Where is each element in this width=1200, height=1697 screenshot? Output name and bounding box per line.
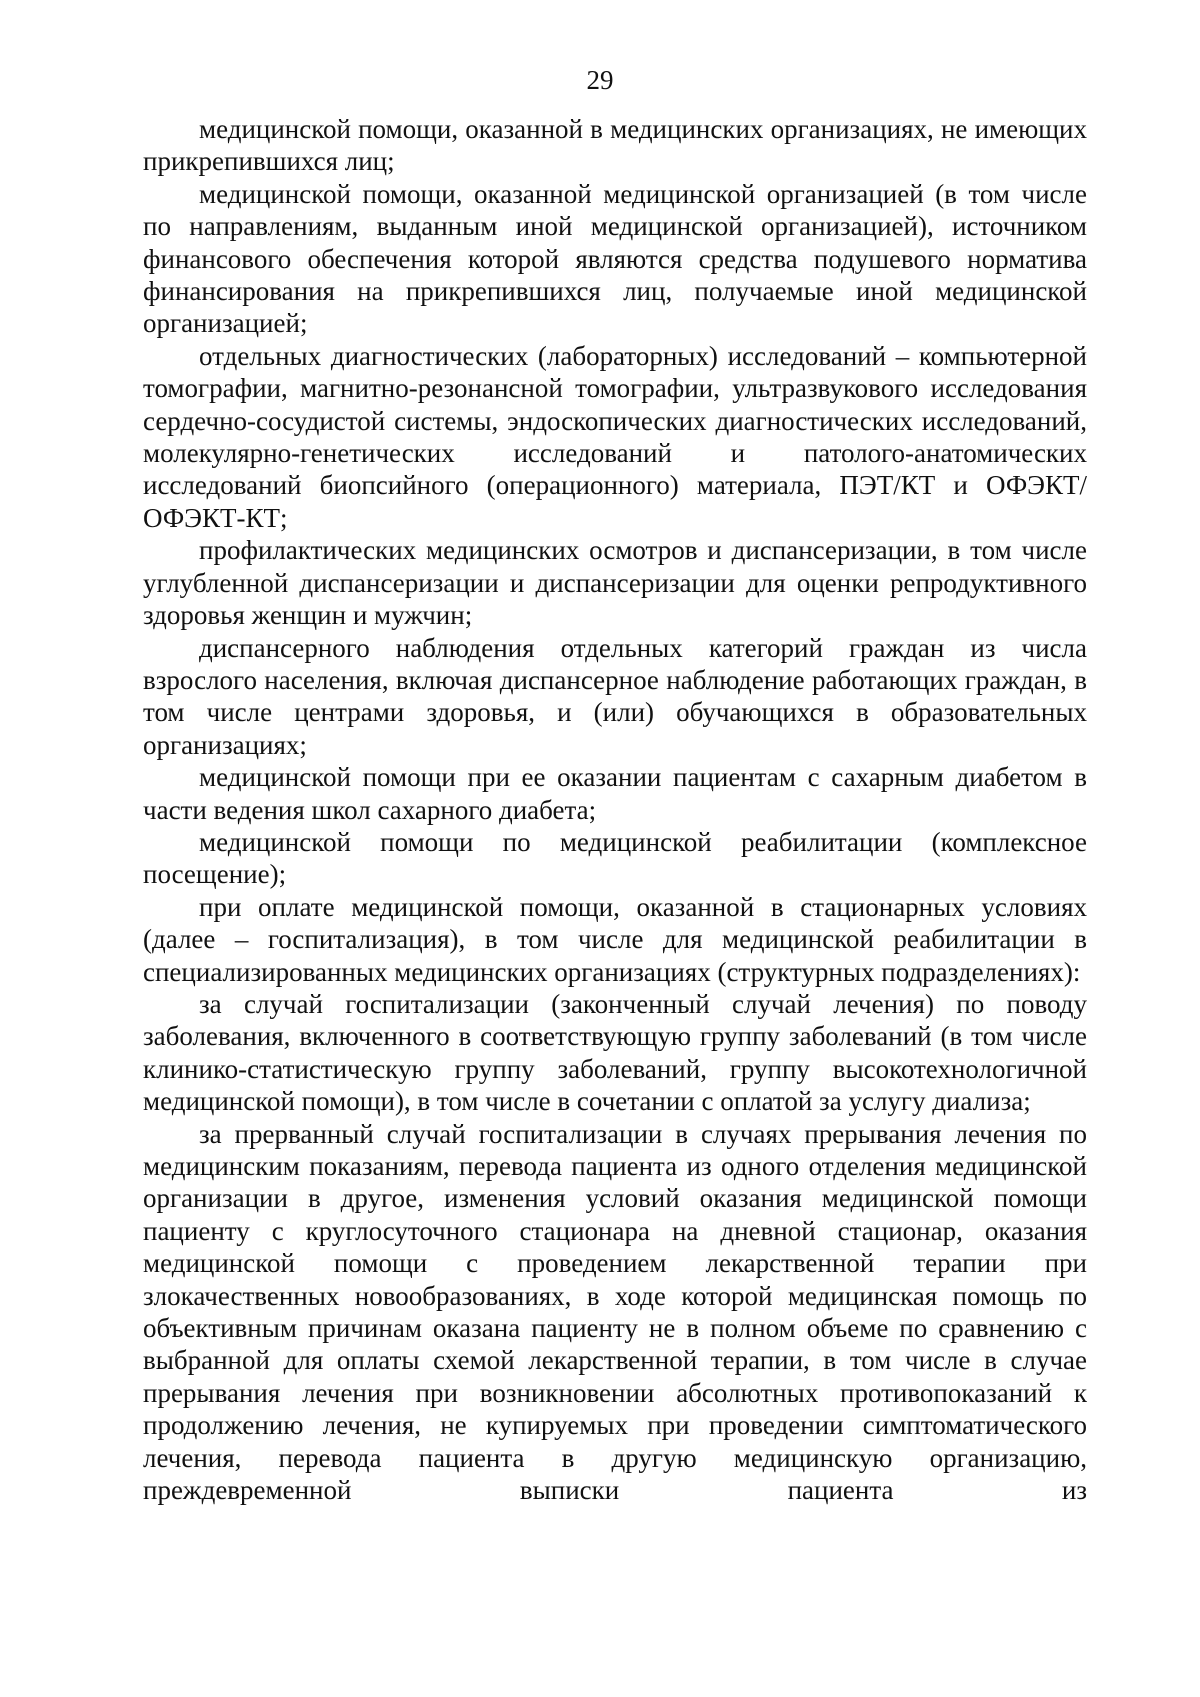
document-body bbox=[143, 113, 1087, 1506]
paragraph-8: при оплате медицинской помощи, оказанной в стационарных условиях (далее – госпитализация), в том числе для медицинской реабилитации в специализированных медицинских организациях (структурных подразделениях): bbox=[143, 891, 1087, 987]
page-number: 29 bbox=[586, 65, 614, 95]
paragraph-9: за случай госпитализации (законченный случай лечения) по поводу заболевания, включенного в соответствующую группу заболеваний (в том числе клинико-статистическую группу заболеваний, группу высокотехнологичной медицинской помощи), в том числе в сочетании с оплатой за услугу диализа; bbox=[143, 988, 1087, 1117]
paragraph-7: медицинской помощи по медицинской реабилитации (комплексное посещение); bbox=[143, 826, 1087, 890]
paragraph-4: профилактических медицинских осмотров и диспансеризации, в том числе углубленной диспансеризации и диспансеризации для оценки репродуктивного здоровья женщин и мужчин; bbox=[143, 535, 1087, 631]
paragraph-6: медицинской помощи при ее оказании пациентам с сахарным диабетом в части ведения школ сахарного диабета; bbox=[143, 762, 1087, 825]
paragraph-3: отдельных диагностических (лабораторных) исследований – компьютерной томографии, магнитно-резонансной томографии, ультразвукового исследования сердечно-сосудистой системы, эндоскопических диагностических исследований, молекулярно-генетических исследований и патолого-анатомических исследований биопсийного (операционного) материала, ПЭТ/КТ и ОФЭКТ/ОФЭКТ-КТ; bbox=[143, 340, 1087, 533]
paragraph-5: диспансерного наблюдения отдельных категорий граждан из числа взрослого населения, включая диспансерное наблюдение работающих граждан, в том числе центрами здоровья, и (или) обучающихся в образовательных организациях; bbox=[143, 632, 1087, 760]
paragraph-10: за прерванный случай госпитализации в случаях прерывания лечения по медицинским показаниям, перевода пациента из одного отделения медицинской организации в другое, изменения условий оказания медицинской помощи пациенту с круглосуточного стационара на дневной стационар, оказания медицинской помощи с проведением лекарственной терапии при злокачественных новообразованиях, в ходе которой медицинская помощь по объективным причинам оказана пациенту не в полном объеме по сравнению с выбранной для оплаты схемой лекарственной терапии, в том числе в случае прерывания лечения при возникновении абсолютных противопоказаний к продолжению лечения, не купируемых при проведении симптоматического лечения, перевода пациента в другую медицинскую организацию, преждевременной выписки пациента из bbox=[143, 1118, 1087, 1506]
paragraph-1: медицинской помощи, оказанной в медицинских организациях, не имеющих прикрепившихся лиц; bbox=[143, 114, 1087, 177]
paragraph-2: медицинской помощи, оказанной медицинской организацией (в том числе по направлениям, выданным иной медицинской организацией), источником финансового обеспечения которой являются средства подушевого норматива финансирования на прикрепившихся лиц, получаемые иной медицинской организацией; bbox=[143, 178, 1087, 339]
